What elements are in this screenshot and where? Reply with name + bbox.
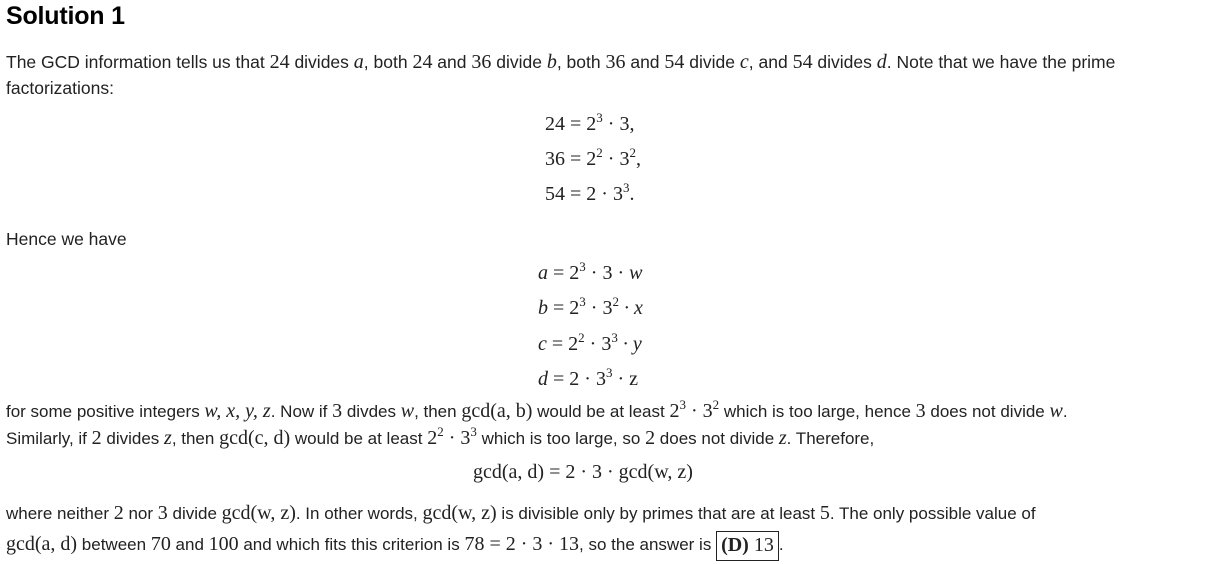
hence-text: Hence we have (6, 229, 127, 249)
factorization-54: $54 = 2 \cdot 3^3$. (545, 180, 635, 205)
intro-paragraph: The GCD information tells us that 24 divides a, both 24 and 36 divide b, both 36 and 54 divide c, and 54 divides d. Note that we have the prime factorizations: (6, 51, 1116, 98)
answer-box: (D) 13 (716, 531, 779, 561)
factorization-36: $36 = 2^2 \cdot 3^2$, (545, 145, 641, 170)
expression-d: $d = 2 \cdot 3^3 \cdot z$ (538, 365, 638, 390)
gcd-equation: gcd(a, d) = 2 · 3 · gcd(w, z) (473, 461, 693, 483)
factorization-24: $24 = 2^3 \cdot 3$, (545, 110, 635, 135)
expression-c: $c = 2^2 \cdot 3^3 \cdot y$ (538, 330, 642, 355)
solution-heading: Solution 1 (6, 2, 125, 30)
conclusion-paragraph: where neither 2 nor 3 divide gcd(w, z). In other words, gcd(w, z) is divisible only by primes that are at least 5. The only possible value of gcd(a, d) between 70 and 100 and which fits this criterion is 78 = 2 · 3 · 13, so the answer is (D) 13 . (6, 498, 1201, 561)
expression-b: $b = 2^3 \cdot 3^2 \cdot x$ (538, 294, 643, 319)
reasoning-paragraph: for some positive integers w, x, y, z. Now if 3 divdes w, then gcd(a, b) would be at least $2^3 \cdot 3^2$ which is too large, hence 3 does not divide w. Similarly, if 2 divides z, then gcd(c, d) would be at least $2^2 \cdot 3^3$ which is too large, so 2 does not divide z. Therefore, (6, 397, 1068, 449)
expression-a: $a = 2^3 \cdot 3 \cdot w$ (538, 259, 643, 284)
